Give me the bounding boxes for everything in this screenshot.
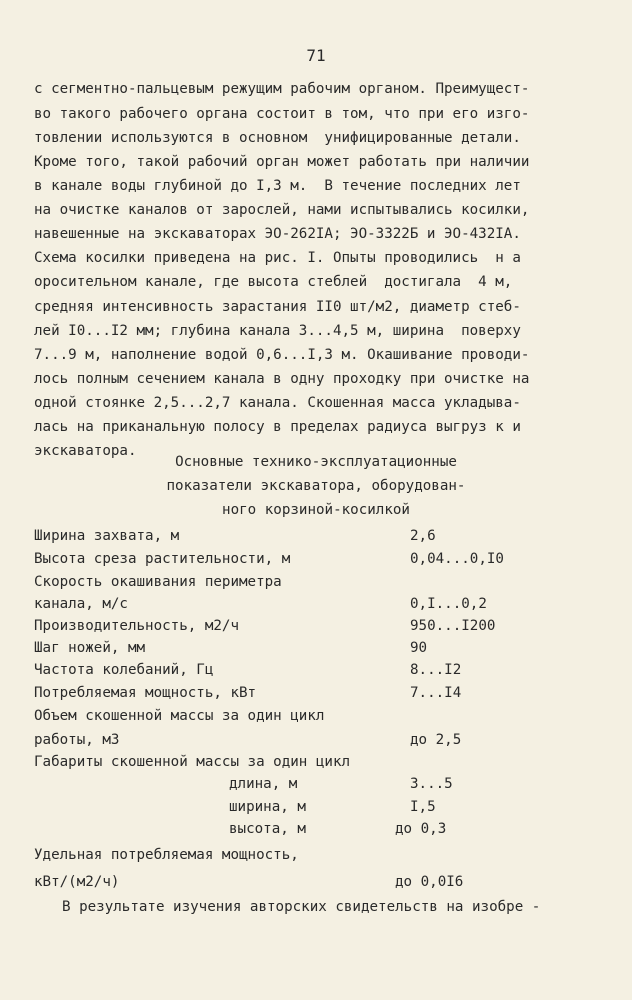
paragraph-line: оросительном канале, где высота стеблей достигала 4 м,: [34, 274, 513, 290]
paragraph-line: на очистке каналов от зарослей, нами испытывались косилки,: [34, 202, 530, 218]
row-value: до 0,3: [395, 821, 447, 837]
paragraph-line: лась на приканальную полосу в пределах радиуса выгруз к и: [34, 419, 521, 435]
row-label: Объем скошенной массы за один цикл: [34, 708, 325, 724]
row-value: до 0,0I6: [395, 874, 464, 890]
paragraph-line: средняя интенсивность зарастания II0 шт/м2, диаметр стеб-: [34, 299, 521, 315]
row-value: до 2,5: [410, 732, 462, 748]
row-value: 2,6: [410, 528, 436, 544]
paragraph-line: Кроме того, такой рабочий орган может работать при наличии: [34, 154, 530, 170]
row-label: Удельная потребляемая мощность,: [34, 847, 299, 863]
row-value: 8...I2: [410, 662, 462, 678]
caption-line: показатели экскаватора, оборудован-: [166, 478, 466, 494]
paragraph-line: одной стоянке 2,5...2,7 канала. Скошенная масса укладыва-: [34, 395, 521, 411]
row-label: Высота среза растительности, м: [34, 551, 291, 567]
closing-line: В результате изучения авторских свидетельств на изобре -: [62, 899, 541, 915]
row-value: 0,I...0,2: [410, 596, 487, 612]
paragraph-line: Схема косилки приведена на рис. I. Опыты проводились н а: [34, 250, 521, 266]
paragraph-line: экскаватора.: [34, 443, 137, 459]
row-label: Производительность, м2/ч: [34, 618, 239, 634]
row-label: работы, м3: [34, 732, 120, 748]
row-label: длина, м: [229, 776, 298, 792]
paragraph-line: во такого рабочего органа состоит в том, что при его изго-: [34, 106, 530, 122]
row-label: Частота колебаний, Гц: [34, 662, 214, 678]
row-label: Габариты скошенной массы за один цикл: [34, 754, 351, 770]
paragraph-line: лей I0...I2 мм; глубина канала 3...4,5 м, ширина поверху: [34, 323, 521, 339]
row-label: Ширина захвата, м: [34, 528, 180, 544]
paragraph-line: 7...9 м, наполнение водой 0,6...I,3 м. Окашивание проводи-: [34, 347, 530, 363]
row-value: 3...5: [410, 776, 453, 792]
row-label: кВт/(м2/ч): [34, 874, 120, 890]
paragraph-line: с сегментно-пальцевым режущим рабочим органом. Преимущест-: [34, 81, 530, 97]
row-label: Шаг ножей, мм: [34, 640, 146, 656]
row-value: 90: [410, 640, 428, 656]
row-label: высота, м: [229, 821, 306, 837]
paragraph-line: в канале воды глубиной до I,3 м. В течение последних лет: [34, 178, 521, 194]
paragraph-line: товлении используются в основном унифицированные детали.: [34, 130, 521, 146]
paragraph-line: лось полным сечением канала в одну проходку при очистке на: [34, 371, 530, 387]
row-label: Скорость окашивания периметра: [34, 574, 282, 590]
row-value: 7...I4: [410, 685, 462, 701]
row-label: ширина, м: [229, 799, 306, 815]
row-label: канала, м/с: [34, 596, 128, 612]
row-label: Потребляемая мощность, кВт: [34, 685, 257, 701]
row-value: I,5: [410, 799, 436, 815]
paragraph-line: навешенные на экскаваторах ЭО-262IA; ЭО-3322Б и ЭО-432IA.: [34, 226, 521, 242]
row-value: 0,04...0,I0: [410, 551, 504, 567]
caption-line: Основные технико-эксплуатационные: [175, 454, 457, 470]
row-value: 950...I200: [410, 618, 496, 634]
page-number: 71: [306, 46, 326, 65]
caption-line: ного корзиной-косилкой: [222, 502, 410, 518]
